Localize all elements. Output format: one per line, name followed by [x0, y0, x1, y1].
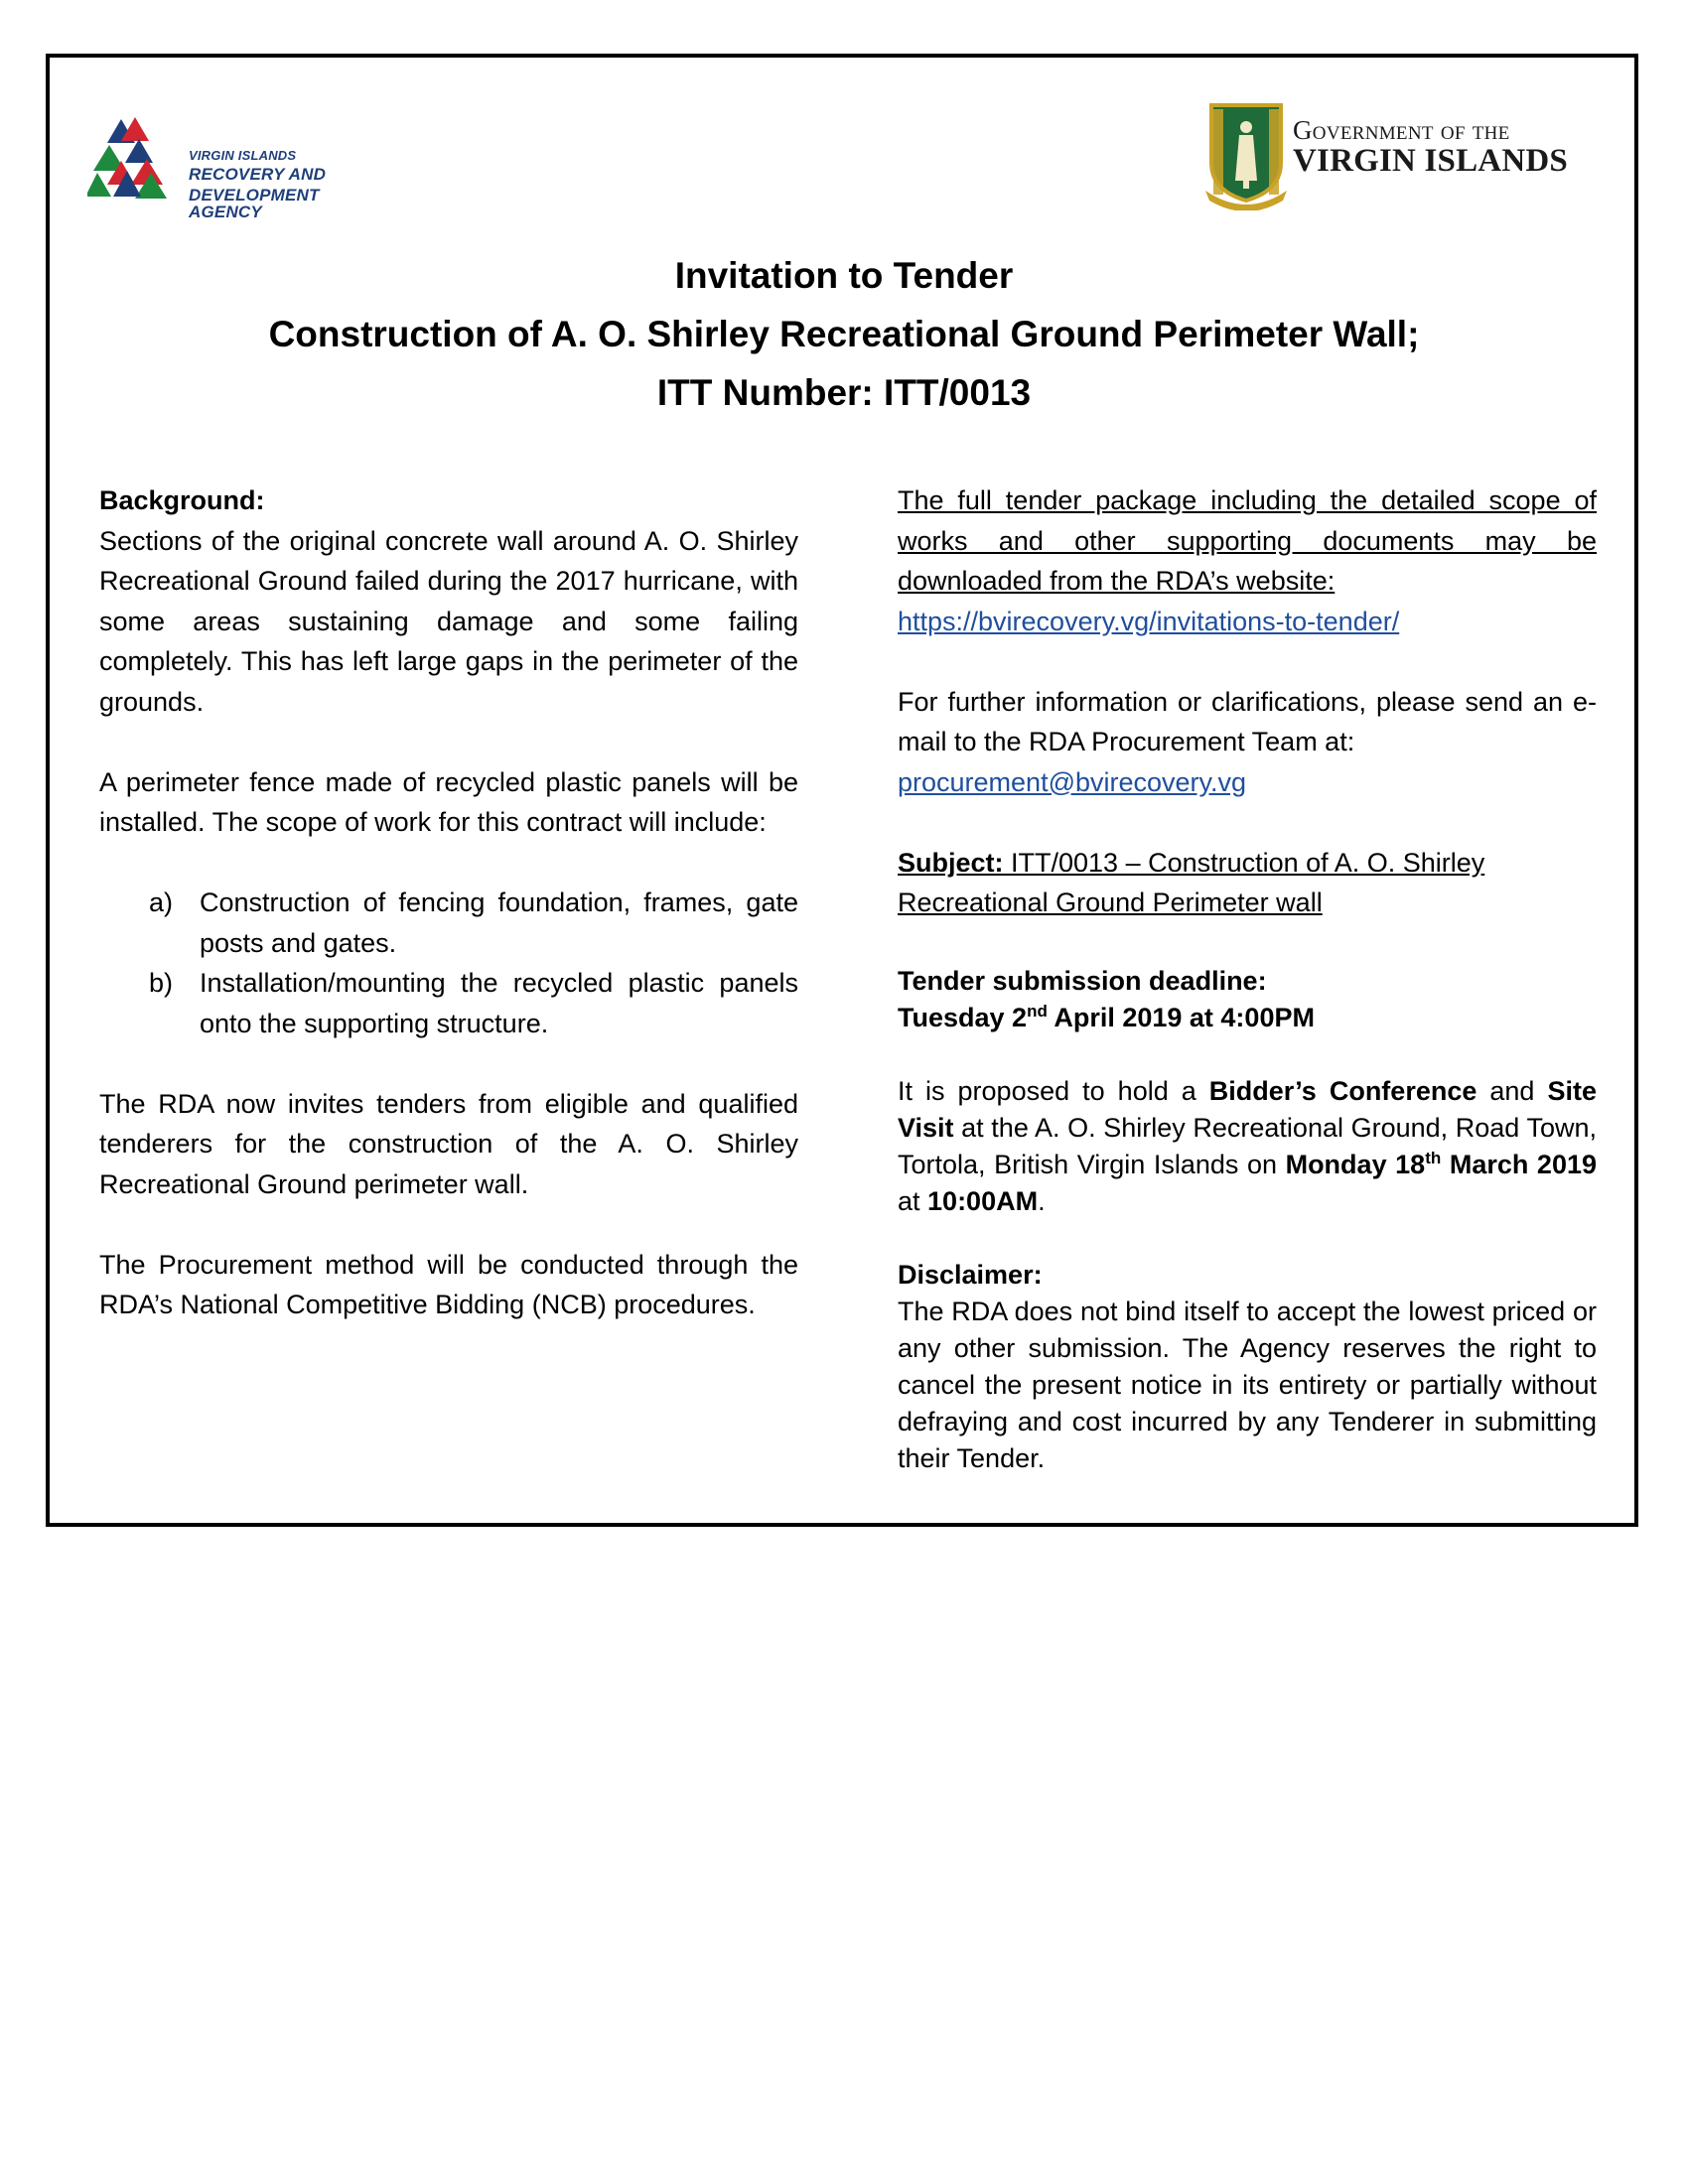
left-column: [99, 480, 798, 1325]
background-paragraph: Sections of the original concrete wall around A. O. Shirley Recreational Ground failed during the 2017 hurricane, with some areas sustaining damage and some failing completely. This has left large gaps in the perimeter of the grounds.: [99, 525, 798, 717]
tender-package-link[interactable]: https://bvirecovery.vg/invitations-to-tender/: [898, 606, 1400, 636]
list-marker: b): [149, 968, 174, 998]
deadline-heading: Tender submission deadline:: [898, 966, 1267, 996]
subject-label: Subject:: [898, 847, 1004, 878]
title-line1: Invitation to Tender: [674, 255, 1014, 296]
rda-logo-line1: VIRGIN ISLANDS: [189, 148, 297, 163]
scope-intro-paragraph: A perimeter fence made of recycled plastic panels will be installed. The scope of work for this contract will include:: [99, 766, 798, 837]
coat-of-arms-icon: [1201, 101, 1291, 210]
list-item: [99, 883, 798, 963]
conference-date-suffix: th: [1425, 1149, 1442, 1167]
government-logo-line1: Government of the: [1293, 115, 1510, 145]
procurement-email-link[interactable]: procurement@bvirecovery.vg: [898, 766, 1247, 797]
list-item: [99, 963, 798, 1043]
disclaimer-heading: Disclaimer:: [898, 1260, 1043, 1290]
subject-text: ITT/0013 – Construction of A. O. Shirley Recreational Ground Perimeter wall: [898, 847, 1485, 917]
conference-text-4: at: [898, 1186, 928, 1216]
deadline-day-suffix: nd: [1027, 1002, 1048, 1021]
list-item-text: Installation/mounting the recycled plastic panels onto the supporting structure.: [200, 968, 798, 1038]
procurement-method-paragraph: The Procurement method will be conducted through the RDA’s National Competitive Bidding (NCB) procedures.: [99, 1249, 798, 1319]
conference-date: Monday 18: [1285, 1150, 1426, 1179]
conference-month: March 2019: [1449, 1150, 1597, 1179]
deadline-rest: April 2019 at 4:00PM: [1047, 1003, 1315, 1032]
government-logo: [1201, 101, 1579, 210]
disclaimer-paragraph: The RDA does not bind itself to accept the lowest priced or any other submission. The Agency reserves the right to cancel the present notice in its entirety or partially without defraying and cost incurred by any Tenderer in submitting their Tender.: [898, 1297, 1597, 1473]
title-line3: ITT Number: ITT/0013: [656, 372, 1032, 413]
conference-time: 10:00AM: [927, 1186, 1039, 1216]
conference-text-5: .: [1038, 1186, 1046, 1216]
further-info-paragraph: For further information or clarifications, please send an e-mail to the RDA Procurement Team at:: [898, 686, 1597, 756]
conference-text-3: at the A. O. Shirley Recreational Ground, Road Town, Tortola, British Virgin Islands on: [898, 1113, 1597, 1179]
scope-list: [99, 883, 798, 1043]
list-item-text: Construction of fencing foundation, frames, gate posts and gates.: [200, 887, 798, 958]
right-column: [898, 480, 1597, 1477]
deadline-day: Tuesday 2: [898, 1003, 1028, 1032]
conference-text-1: It is proposed to hold a: [898, 1076, 1209, 1106]
rda-logo-line2: RECOVERY AND: [189, 165, 327, 184]
tender-package-paragraph: The full tender package including the detailed scope of works and other supporting documents may be downloaded from the RDA’s website:: [898, 485, 1597, 596]
government-logo-line2: VIRGIN ISLANDS: [1293, 143, 1568, 179]
rda-logo: [87, 111, 385, 221]
page-title: [60, 246, 1628, 422]
deadline-value: [898, 1000, 1597, 1036]
rda-logo-mark-icon: [87, 111, 187, 210]
conference-bold-2: Site Visit: [898, 1076, 1597, 1143]
title-line2: Construction of A. O. Shirley Recreational Ground Perimeter Wall;: [268, 314, 1420, 354]
conference-bold-1: Bidder’s Conference: [1208, 1076, 1477, 1106]
bidders-conference-paragraph: [898, 1073, 1597, 1220]
invitation-paragraph: The RDA now invites tenders from eligible and qualified tenderers for the construction of the A. O. Shirley Recreational Ground perimeter wall.: [99, 1088, 798, 1199]
rda-logo-line3: DEVELOPMENT AGENCY: [189, 186, 320, 221]
background-heading: Background:: [99, 485, 265, 515]
subject-line: [898, 843, 1597, 923]
list-marker: a): [149, 887, 174, 917]
conference-text-2: and: [1477, 1076, 1548, 1106]
